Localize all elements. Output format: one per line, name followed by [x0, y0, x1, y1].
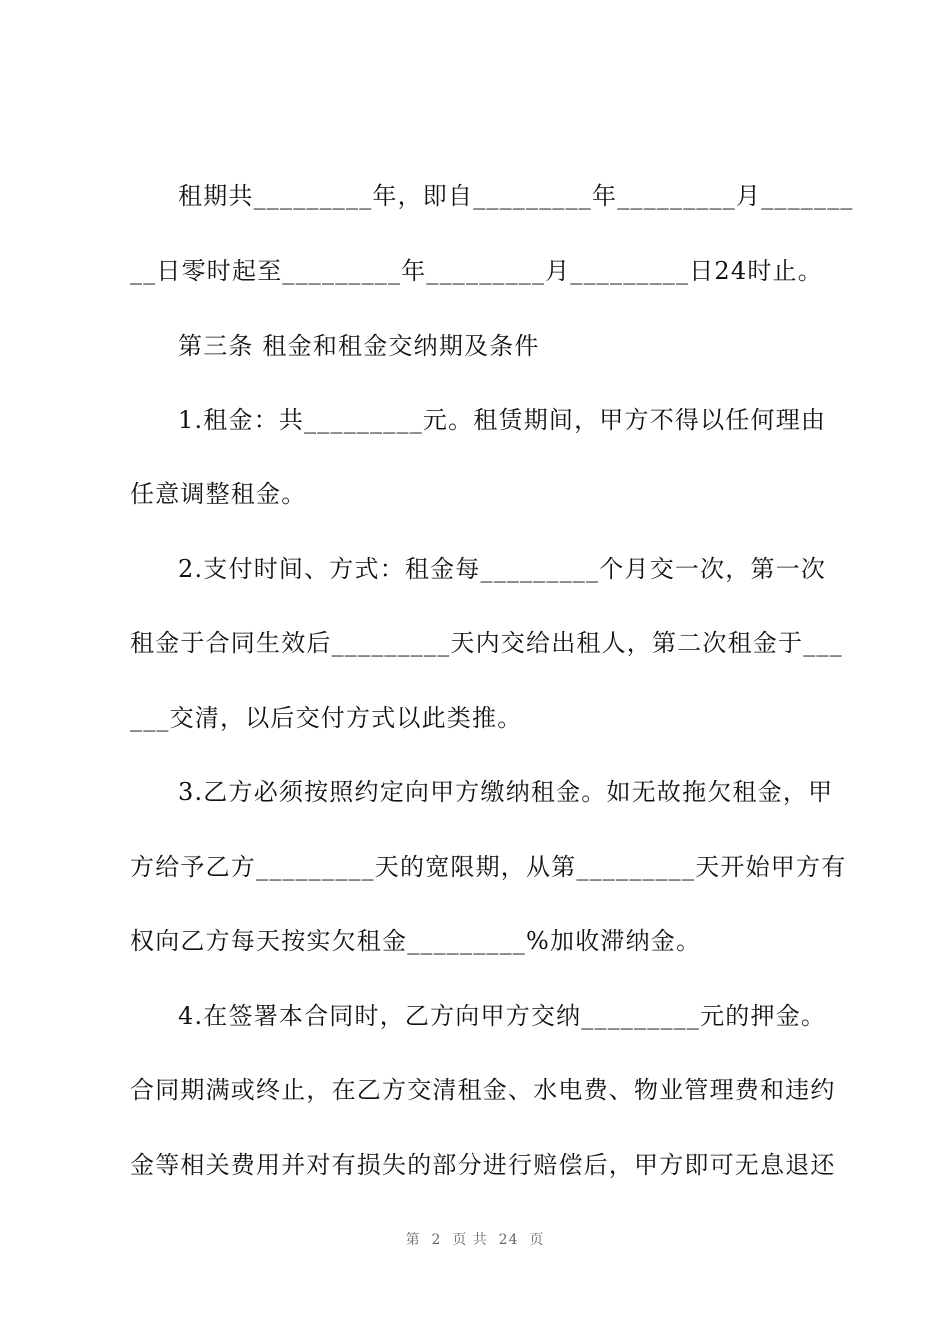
section-heading-article-3: 第三条 租金和租金交纳期及条件 — [178, 332, 540, 360]
text-line-deposit: 4.在签署本合同时，乙方向甲方交纳_________元的押金。 — [178, 1002, 827, 1030]
text-line-late-fee: 权向乙方每天按实欠租金_________%加收滞纳金。 — [130, 927, 702, 955]
text-line-contract-end: 合同期满或终止，在乙方交清租金、水电费、物业管理费和违约 — [130, 1076, 836, 1104]
text-line-deposit-refund: 金等相关费用并对有损失的部分进行赔偿后，甲方即可无息退还 — [130, 1151, 836, 1179]
text-line-grace-period: 方给予乙方_________天的宽限期，从第_________天开始甲方有 — [130, 853, 847, 881]
text-line-payment-obligation: 3.乙方必须按照约定向甲方缴纳租金。如无故拖欠租金，甲 — [178, 778, 834, 806]
text-line-rent-amount: 1.租金：共_________元。租赁期间，甲方不得以任何理由 — [178, 406, 827, 434]
page-number-footer: 第 2 页 共 24 页 — [405, 1232, 545, 1248]
text-line-first-payment: 租金于合同生效后_________天内交给出租人，第二次租金于___ — [130, 629, 843, 657]
text-line-payment-method: 2.支付时间、方式：租金每_________个月交一次，第一次 — [178, 555, 827, 583]
text-line-subsequent-payment: ___交清，以后交付方式以此类推。 — [130, 704, 523, 732]
text-line-rent-adjust: 任意调整租金。 — [130, 480, 307, 508]
text-line-lease-term: 租期共_________年，即自_________年_________月_______ — [178, 182, 854, 210]
text-line-lease-period: __日零时起至_________年_________月_________日24时止。 — [130, 257, 823, 285]
